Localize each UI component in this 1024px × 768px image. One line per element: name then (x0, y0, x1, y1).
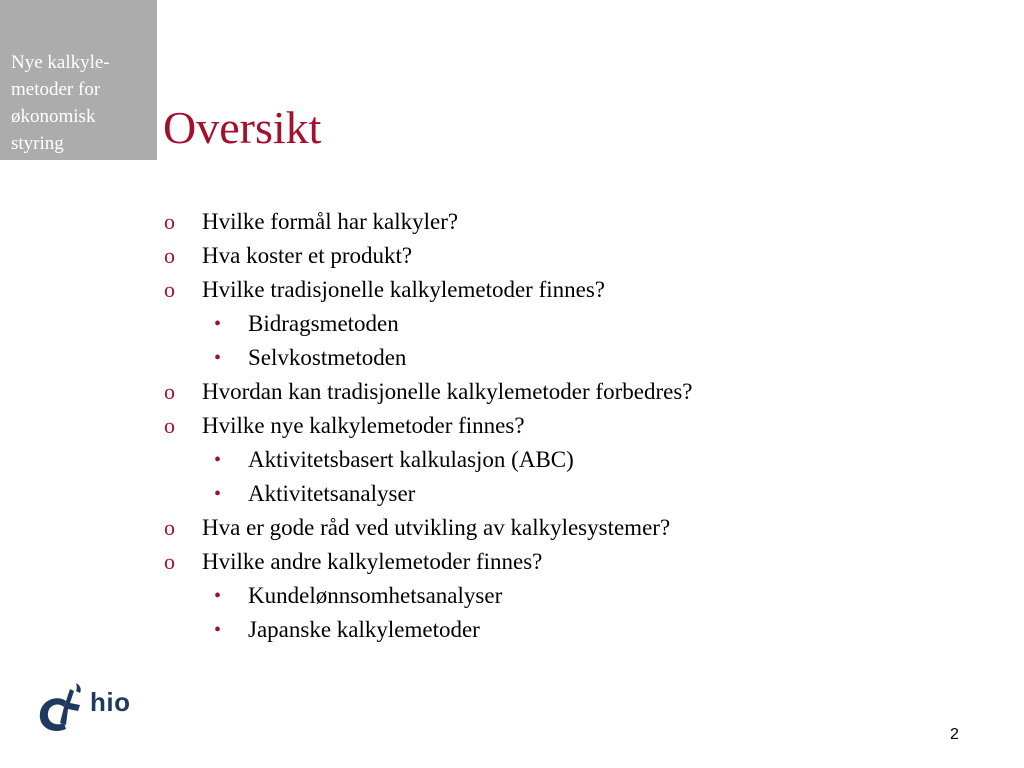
bullet-marker: • (214, 347, 222, 369)
bullet-text: Selvkostmetoden (248, 345, 407, 370)
bullet-marker: o (164, 243, 175, 268)
sub-bullet-item (163, 443, 692, 477)
bullet-marker: o (164, 515, 175, 540)
bullet-text: Aktivitetsanalyser (248, 481, 416, 506)
bullet-marker: • (214, 619, 222, 641)
bullet-item (163, 239, 692, 273)
bullet-marker: • (214, 483, 222, 505)
corner-box (0, 0, 157, 160)
hio-logo-icon (36, 683, 88, 738)
bullet-item (163, 409, 692, 443)
bullet-text: Hvordan kan tradisjonelle kalkylemetoder forbedres? (202, 379, 693, 404)
bullet-item (163, 511, 692, 545)
bullet-marker: o (164, 209, 175, 234)
sub-bullet-item (163, 579, 692, 613)
bullet-list (163, 205, 692, 647)
page-number: 2 (950, 726, 959, 743)
bullet-item (163, 205, 692, 239)
bullet-item (163, 273, 692, 307)
bullet-text: Hvilke andre kalkylemetoder finnes? (202, 549, 543, 574)
bullet-marker: o (164, 277, 175, 302)
bullet-marker: o (164, 549, 175, 574)
bullet-text: Hvilke nye kalkylemetoder finnes? (202, 413, 525, 438)
sub-bullet-item (163, 307, 692, 341)
bullet-text: Hvilke tradisjonelle kalkylemetoder finnes? (202, 277, 606, 302)
bullet-marker: • (214, 585, 222, 607)
bullet-text: Hva koster et produkt? (202, 243, 413, 268)
bullet-marker: • (214, 449, 222, 471)
bullet-marker: • (214, 313, 222, 335)
bullet-text: Kundelønnsomhetsanalyser (248, 583, 503, 608)
bullet-text: Aktivitetsbasert kalkulasjon (ABC) (248, 447, 574, 472)
bullet-text: Japanske kalkylemetoder (248, 617, 480, 642)
bullet-item (163, 545, 692, 579)
hio-logo (36, 683, 136, 738)
sub-bullet-item (163, 477, 692, 511)
bullet-text: Hva er gode råd ved utvikling av kalkylesystemer? (202, 515, 671, 540)
sub-bullet-item (163, 341, 692, 375)
slide-title: Oversikt (163, 102, 322, 153)
corner-label: Nye kalkyle- metoder for økonomisk styring (11, 52, 110, 154)
bullet-marker: o (164, 413, 175, 438)
bullet-text: Bidragsmetoden (248, 311, 399, 336)
bullet-marker: o (164, 379, 175, 404)
bullet-item (163, 375, 692, 409)
logo-text: hio (90, 687, 131, 717)
sub-bullet-item (163, 613, 692, 647)
bullet-text: Hvilke formål har kalkyler? (202, 209, 459, 234)
